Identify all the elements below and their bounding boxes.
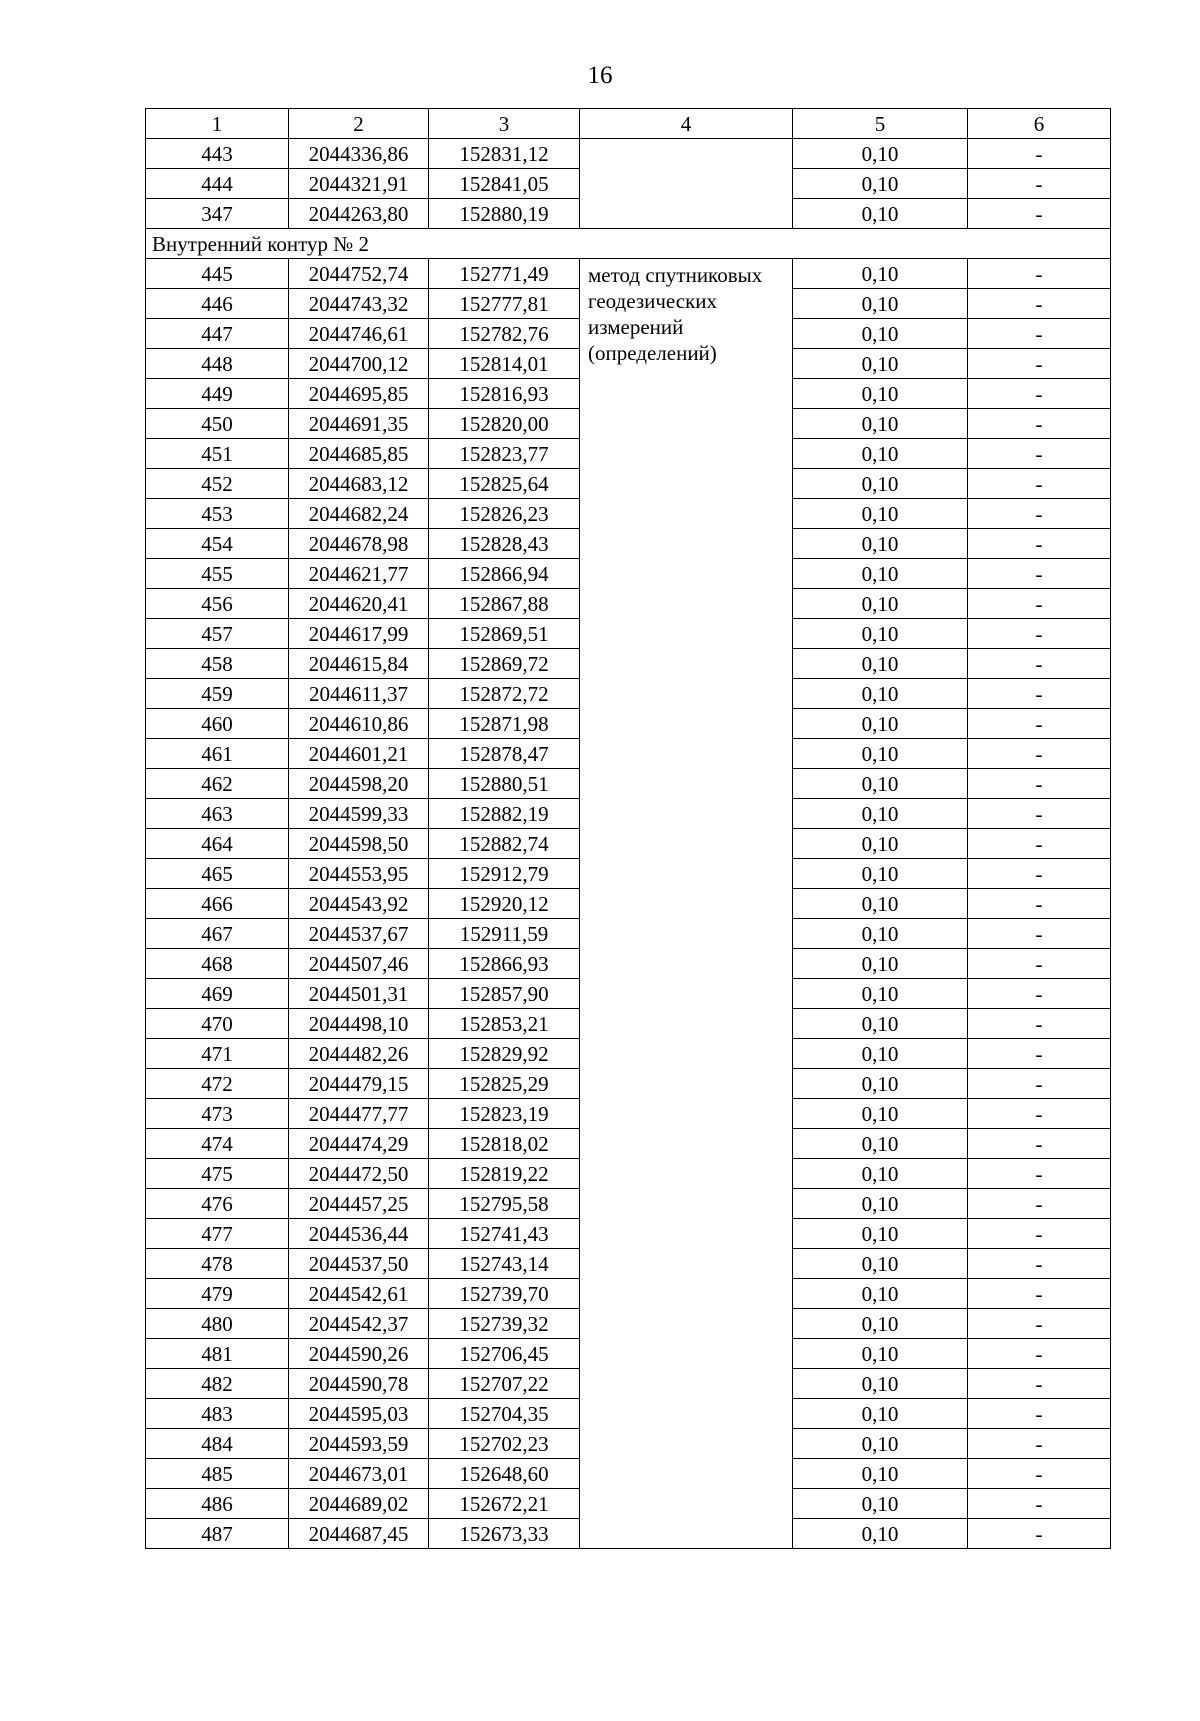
y-coordinate-cell: 152866,93	[429, 949, 580, 979]
note-cell: -	[968, 199, 1111, 229]
point-number-cell: 458	[146, 649, 289, 679]
y-coordinate-cell: 152829,92	[429, 1039, 580, 1069]
x-coordinate-cell: 2044617,99	[289, 619, 429, 649]
y-coordinate-cell: 152878,47	[429, 739, 580, 769]
x-coordinate-cell: 2044536,44	[289, 1219, 429, 1249]
y-coordinate-cell: 152831,12	[429, 139, 580, 169]
y-coordinate-cell: 152882,19	[429, 799, 580, 829]
accuracy-cell: 0,10	[793, 409, 968, 439]
note-cell: -	[968, 1399, 1111, 1429]
accuracy-cell: 0,10	[793, 799, 968, 829]
accuracy-cell: 0,10	[793, 1429, 968, 1459]
note-cell: -	[968, 859, 1111, 889]
accuracy-cell: 0,10	[793, 439, 968, 469]
point-number-cell: 478	[146, 1249, 289, 1279]
accuracy-cell: 0,10	[793, 649, 968, 679]
x-coordinate-cell: 2044537,50	[289, 1249, 429, 1279]
accuracy-cell: 0,10	[793, 619, 968, 649]
note-cell: -	[968, 799, 1111, 829]
y-coordinate-cell: 152911,59	[429, 919, 580, 949]
note-cell: -	[968, 1249, 1111, 1279]
point-number-cell: 487	[146, 1519, 289, 1549]
note-cell: -	[968, 319, 1111, 349]
x-coordinate-cell: 2044593,59	[289, 1429, 429, 1459]
note-cell: -	[968, 739, 1111, 769]
accuracy-cell: 0,10	[793, 319, 968, 349]
table-row	[146, 259, 1111, 289]
note-cell: -	[968, 979, 1111, 1009]
point-number-cell: 486	[146, 1489, 289, 1519]
note-cell: -	[968, 949, 1111, 979]
x-coordinate-cell: 2044321,91	[289, 169, 429, 199]
point-number-cell: 443	[146, 139, 289, 169]
y-coordinate-cell: 152771,49	[429, 259, 580, 289]
y-coordinate-cell: 152853,21	[429, 1009, 580, 1039]
point-number-cell: 468	[146, 949, 289, 979]
x-coordinate-cell: 2044595,03	[289, 1399, 429, 1429]
note-cell: -	[968, 379, 1111, 409]
column-header: 4	[580, 109, 793, 139]
y-coordinate-cell: 152880,19	[429, 199, 580, 229]
point-number-cell: 445	[146, 259, 289, 289]
accuracy-cell: 0,10	[793, 469, 968, 499]
accuracy-cell: 0,10	[793, 979, 968, 1009]
note-cell: -	[968, 559, 1111, 589]
x-coordinate-cell: 2044479,15	[289, 1069, 429, 1099]
point-number-cell: 485	[146, 1459, 289, 1489]
point-number-cell: 460	[146, 709, 289, 739]
point-number-cell: 482	[146, 1369, 289, 1399]
accuracy-cell: 0,10	[793, 1459, 968, 1489]
accuracy-cell: 0,10	[793, 289, 968, 319]
y-coordinate-cell: 152828,43	[429, 529, 580, 559]
x-coordinate-cell: 2044678,98	[289, 529, 429, 559]
point-number-cell: 456	[146, 589, 289, 619]
point-number-cell: 470	[146, 1009, 289, 1039]
x-coordinate-cell: 2044700,12	[289, 349, 429, 379]
note-cell: -	[968, 1279, 1111, 1309]
note-cell: -	[968, 409, 1111, 439]
accuracy-cell: 0,10	[793, 559, 968, 589]
x-coordinate-cell: 2044695,85	[289, 379, 429, 409]
section-title: Внутренний контур № 2	[146, 229, 1111, 259]
y-coordinate-cell: 152882,74	[429, 829, 580, 859]
note-cell: -	[968, 1489, 1111, 1519]
accuracy-cell: 0,10	[793, 1489, 968, 1519]
accuracy-cell: 0,10	[793, 499, 968, 529]
accuracy-cell: 0,10	[793, 1369, 968, 1399]
note-cell: -	[968, 349, 1111, 379]
note-cell: -	[968, 1219, 1111, 1249]
x-coordinate-cell: 2044477,77	[289, 1099, 429, 1129]
y-coordinate-cell: 152741,43	[429, 1219, 580, 1249]
accuracy-cell: 0,10	[793, 1399, 968, 1429]
x-coordinate-cell: 2044673,01	[289, 1459, 429, 1489]
x-coordinate-cell: 2044687,45	[289, 1519, 429, 1549]
note-cell: -	[968, 769, 1111, 799]
y-coordinate-cell: 152869,51	[429, 619, 580, 649]
x-coordinate-cell: 2044542,61	[289, 1279, 429, 1309]
x-coordinate-cell: 2044599,33	[289, 799, 429, 829]
y-coordinate-cell: 152816,93	[429, 379, 580, 409]
y-coordinate-cell: 152866,94	[429, 559, 580, 589]
y-coordinate-cell: 152739,32	[429, 1309, 580, 1339]
x-coordinate-cell: 2044542,37	[289, 1309, 429, 1339]
x-coordinate-cell: 2044691,35	[289, 409, 429, 439]
y-coordinate-cell: 152841,05	[429, 169, 580, 199]
accuracy-cell: 0,10	[793, 1309, 968, 1339]
x-coordinate-cell: 2044683,12	[289, 469, 429, 499]
coordinates-table	[145, 108, 1111, 1549]
accuracy-cell: 0,10	[793, 1189, 968, 1219]
point-number-cell: 476	[146, 1189, 289, 1219]
accuracy-cell: 0,10	[793, 1279, 968, 1309]
note-cell: -	[968, 1519, 1111, 1549]
point-number-cell: 452	[146, 469, 289, 499]
point-number-cell: 480	[146, 1309, 289, 1339]
x-coordinate-cell: 2044598,20	[289, 769, 429, 799]
x-coordinate-cell: 2044689,02	[289, 1489, 429, 1519]
y-coordinate-cell: 152825,64	[429, 469, 580, 499]
y-coordinate-cell: 152739,70	[429, 1279, 580, 1309]
y-coordinate-cell: 152819,22	[429, 1159, 580, 1189]
method-text-line: метод спутниковых	[588, 263, 763, 287]
method-text-line: геодезических	[588, 289, 718, 313]
section-row	[146, 229, 1111, 259]
note-cell: -	[968, 919, 1111, 949]
accuracy-cell: 0,10	[793, 889, 968, 919]
accuracy-cell: 0,10	[793, 1519, 968, 1549]
accuracy-cell: 0,10	[793, 259, 968, 289]
table-row	[146, 139, 1111, 169]
accuracy-cell: 0,10	[793, 739, 968, 769]
y-coordinate-cell: 152673,33	[429, 1519, 580, 1549]
accuracy-cell: 0,10	[793, 1099, 968, 1129]
accuracy-cell: 0,10	[793, 1069, 968, 1099]
accuracy-cell: 0,10	[793, 1249, 968, 1279]
y-coordinate-cell: 152912,79	[429, 859, 580, 889]
accuracy-cell: 0,10	[793, 919, 968, 949]
accuracy-cell: 0,10	[793, 1129, 968, 1159]
point-number-cell: 467	[146, 919, 289, 949]
point-number-cell: 464	[146, 829, 289, 859]
point-number-cell: 454	[146, 529, 289, 559]
point-number-cell: 466	[146, 889, 289, 919]
x-coordinate-cell: 2044543,92	[289, 889, 429, 919]
note-cell: -	[968, 679, 1111, 709]
x-coordinate-cell: 2044746,61	[289, 319, 429, 349]
point-number-cell: 455	[146, 559, 289, 589]
y-coordinate-cell: 152869,72	[429, 649, 580, 679]
y-coordinate-cell: 152702,23	[429, 1429, 580, 1459]
point-number-cell: 472	[146, 1069, 289, 1099]
x-coordinate-cell: 2044590,26	[289, 1339, 429, 1369]
point-number-cell: 483	[146, 1399, 289, 1429]
point-number-cell: 446	[146, 289, 289, 319]
y-coordinate-cell: 152814,01	[429, 349, 580, 379]
accuracy-cell: 0,10	[793, 859, 968, 889]
note-cell: -	[968, 619, 1111, 649]
x-coordinate-cell: 2044501,31	[289, 979, 429, 1009]
y-coordinate-cell: 152706,45	[429, 1339, 580, 1369]
point-number-cell: 465	[146, 859, 289, 889]
accuracy-cell: 0,10	[793, 1339, 968, 1369]
y-coordinate-cell: 152648,60	[429, 1459, 580, 1489]
y-coordinate-cell: 152743,14	[429, 1249, 580, 1279]
column-header: 1	[146, 109, 289, 139]
y-coordinate-cell: 152867,88	[429, 589, 580, 619]
x-coordinate-cell: 2044482,26	[289, 1039, 429, 1069]
y-coordinate-cell: 152857,90	[429, 979, 580, 1009]
note-cell: -	[968, 1159, 1111, 1189]
x-coordinate-cell: 2044610,86	[289, 709, 429, 739]
method-cell	[580, 259, 793, 1549]
x-coordinate-cell: 2044682,24	[289, 499, 429, 529]
y-coordinate-cell: 152777,81	[429, 289, 580, 319]
note-cell: -	[968, 589, 1111, 619]
x-coordinate-cell: 2044752,74	[289, 259, 429, 289]
column-header: 2	[289, 109, 429, 139]
y-coordinate-cell: 152823,77	[429, 439, 580, 469]
point-number-cell: 447	[146, 319, 289, 349]
point-number-cell: 449	[146, 379, 289, 409]
x-coordinate-cell: 2044743,32	[289, 289, 429, 319]
y-coordinate-cell: 152707,22	[429, 1369, 580, 1399]
x-coordinate-cell: 2044621,77	[289, 559, 429, 589]
point-number-cell: 450	[146, 409, 289, 439]
note-cell: -	[968, 169, 1111, 199]
y-coordinate-cell: 152818,02	[429, 1129, 580, 1159]
x-coordinate-cell: 2044498,10	[289, 1009, 429, 1039]
note-cell: -	[968, 1429, 1111, 1459]
y-coordinate-cell: 152872,72	[429, 679, 580, 709]
y-coordinate-cell: 152795,58	[429, 1189, 580, 1219]
accuracy-cell: 0,10	[793, 529, 968, 559]
note-cell: -	[968, 1069, 1111, 1099]
note-cell: -	[968, 139, 1111, 169]
column-header: 5	[793, 109, 968, 139]
note-cell: -	[968, 1189, 1111, 1219]
page-number: 16	[587, 62, 613, 89]
x-coordinate-cell: 2044336,86	[289, 139, 429, 169]
x-coordinate-cell: 2044457,25	[289, 1189, 429, 1219]
x-coordinate-cell: 2044590,78	[289, 1369, 429, 1399]
accuracy-cell: 0,10	[793, 589, 968, 619]
accuracy-cell: 0,10	[793, 1159, 968, 1189]
note-cell: -	[968, 259, 1111, 289]
point-number-cell: 473	[146, 1099, 289, 1129]
method-text-line: измерений	[588, 315, 684, 339]
accuracy-cell: 0,10	[793, 829, 968, 859]
x-coordinate-cell: 2044472,50	[289, 1159, 429, 1189]
x-coordinate-cell: 2044601,21	[289, 739, 429, 769]
note-cell: -	[968, 1309, 1111, 1339]
note-cell: -	[968, 1339, 1111, 1369]
x-coordinate-cell: 2044263,80	[289, 199, 429, 229]
x-coordinate-cell: 2044553,95	[289, 859, 429, 889]
note-cell: -	[968, 649, 1111, 679]
y-coordinate-cell: 152920,12	[429, 889, 580, 919]
note-cell: -	[968, 1129, 1111, 1159]
note-cell: -	[968, 499, 1111, 529]
note-cell: -	[968, 469, 1111, 499]
accuracy-cell: 0,10	[793, 349, 968, 379]
point-number-cell: 463	[146, 799, 289, 829]
accuracy-cell: 0,10	[793, 169, 968, 199]
y-coordinate-cell: 152826,23	[429, 499, 580, 529]
point-number-cell: 459	[146, 679, 289, 709]
point-number-cell: 474	[146, 1129, 289, 1159]
note-cell: -	[968, 1039, 1111, 1069]
x-coordinate-cell: 2044611,37	[289, 679, 429, 709]
accuracy-cell: 0,10	[793, 379, 968, 409]
point-number-cell: 457	[146, 619, 289, 649]
x-coordinate-cell: 2044474,29	[289, 1129, 429, 1159]
point-number-cell: 471	[146, 1039, 289, 1069]
point-number-cell: 479	[146, 1279, 289, 1309]
x-coordinate-cell: 2044507,46	[289, 949, 429, 979]
point-number-cell: 462	[146, 769, 289, 799]
x-coordinate-cell: 2044620,41	[289, 589, 429, 619]
note-cell: -	[968, 1459, 1111, 1489]
note-cell: -	[968, 709, 1111, 739]
accuracy-cell: 0,10	[793, 199, 968, 229]
point-number-cell: 469	[146, 979, 289, 1009]
note-cell: -	[968, 439, 1111, 469]
point-number-cell: 448	[146, 349, 289, 379]
x-coordinate-cell: 2044615,84	[289, 649, 429, 679]
accuracy-cell: 0,10	[793, 139, 968, 169]
point-number-cell: 461	[146, 739, 289, 769]
x-coordinate-cell: 2044537,67	[289, 919, 429, 949]
point-number-cell: 347	[146, 199, 289, 229]
x-coordinate-cell: 2044598,50	[289, 829, 429, 859]
x-coordinate-cell: 2044685,85	[289, 439, 429, 469]
note-cell: -	[968, 1099, 1111, 1129]
accuracy-cell: 0,10	[793, 709, 968, 739]
y-coordinate-cell: 152782,76	[429, 319, 580, 349]
accuracy-cell: 0,10	[793, 1009, 968, 1039]
note-cell: -	[968, 289, 1111, 319]
accuracy-cell: 0,10	[793, 949, 968, 979]
method-text-line: (определений)	[588, 341, 717, 365]
method-cell-empty	[580, 139, 793, 229]
y-coordinate-cell: 152820,00	[429, 409, 580, 439]
point-number-cell: 484	[146, 1429, 289, 1459]
header-row	[146, 109, 1111, 139]
accuracy-cell: 0,10	[793, 769, 968, 799]
point-number-cell: 477	[146, 1219, 289, 1249]
point-number-cell: 453	[146, 499, 289, 529]
note-cell: -	[968, 1009, 1111, 1039]
y-coordinate-cell: 152672,21	[429, 1489, 580, 1519]
y-coordinate-cell: 152704,35	[429, 1399, 580, 1429]
column-header: 3	[429, 109, 580, 139]
accuracy-cell: 0,10	[793, 679, 968, 709]
note-cell: -	[968, 829, 1111, 859]
y-coordinate-cell: 152825,29	[429, 1069, 580, 1099]
note-cell: -	[968, 529, 1111, 559]
y-coordinate-cell: 152823,19	[429, 1099, 580, 1129]
note-cell: -	[968, 1369, 1111, 1399]
y-coordinate-cell: 152871,98	[429, 709, 580, 739]
y-coordinate-cell: 152880,51	[429, 769, 580, 799]
note-cell: -	[968, 889, 1111, 919]
point-number-cell: 475	[146, 1159, 289, 1189]
accuracy-cell: 0,10	[793, 1039, 968, 1069]
accuracy-cell: 0,10	[793, 1219, 968, 1249]
point-number-cell: 451	[146, 439, 289, 469]
column-header: 6	[968, 109, 1111, 139]
point-number-cell: 444	[146, 169, 289, 199]
point-number-cell: 481	[146, 1339, 289, 1369]
